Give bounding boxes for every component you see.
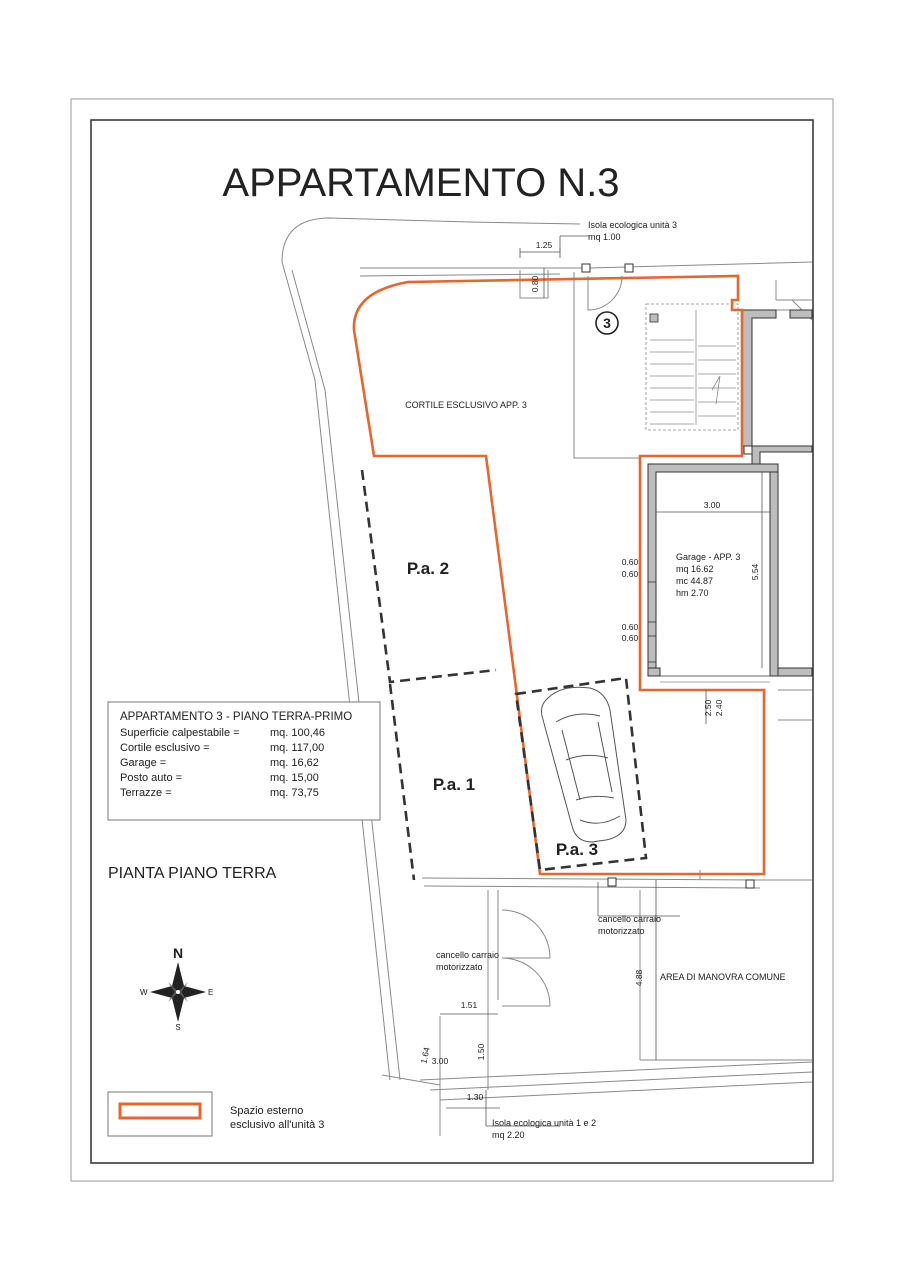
- compass-n: N: [172, 945, 184, 961]
- summary-row-label: Cortile esclusivo =: [120, 742, 210, 754]
- summary-row-value: mq. 16,62: [270, 757, 319, 769]
- summary-row-label: Superficie calpestabile =: [120, 727, 240, 739]
- pianta-label: PIANTA PIANO TERRA: [108, 865, 277, 882]
- isola12-label-2: mq 2.20: [492, 1130, 525, 1140]
- summary-row-value: mq. 15,00: [270, 772, 319, 784]
- summary-row-value: mq. 100,46: [270, 727, 326, 739]
- dim-4-88: 4.88: [634, 969, 644, 987]
- car-icon: [542, 687, 627, 842]
- staircase: [646, 304, 738, 430]
- dim-0-60-c: 0.60: [621, 622, 639, 632]
- area-manovra-label: AREA DI MANOVRA COMUNE: [660, 972, 786, 982]
- garage-label-3: mc 44.87: [676, 576, 714, 586]
- dim-1-64: 1.64: [418, 1046, 432, 1065]
- door-swing-isola: [588, 276, 622, 310]
- pillar-2: [625, 264, 633, 272]
- dim-0-60-a: 0.60: [621, 557, 639, 567]
- legend-line-1: Spazio esterno: [230, 1105, 304, 1117]
- outer-frame: [71, 99, 833, 1181]
- cancello-left-1: cancello carraio: [436, 950, 500, 960]
- dim-1-51: 1.51: [460, 1000, 478, 1010]
- garage-label-1: Garage - APP. 3: [676, 552, 741, 562]
- legend-line-2: esclusivo all'unità 3: [230, 1119, 325, 1131]
- dim-0-60-b: 0.60: [621, 569, 639, 579]
- compass-w: W: [140, 988, 148, 997]
- dim-3-00-garage: 3.00: [703, 500, 721, 510]
- parking-space-pa1: [390, 684, 414, 880]
- pa3-label: P.a. 3: [555, 840, 599, 859]
- pa1-label: P.a. 1: [432, 775, 476, 794]
- isola3-label-1: Isola ecologica unità 3: [588, 220, 678, 230]
- pillar-3: [744, 446, 752, 454]
- building-walls: [648, 310, 812, 676]
- unit-number: 3: [603, 315, 611, 331]
- dim-0-80: 0.80: [530, 275, 540, 293]
- dim-1-50: 1.50: [476, 1043, 486, 1061]
- pa2-label: P.a. 2: [406, 559, 450, 578]
- dim-2-40: 2.40: [714, 699, 724, 717]
- cortile-label: CORTILE ESCLUSIVO APP. 3: [405, 400, 527, 410]
- pillar-1: [582, 264, 590, 272]
- isola12-label-1: Isola ecologica unità 1 e 2: [492, 1118, 597, 1128]
- summary-heading: APPARTAMENTO 3 - PIANO TERRA-PRIMO: [120, 711, 353, 723]
- dim-5-54: 5.54: [750, 563, 760, 581]
- dim-2-50: 2.50: [703, 699, 713, 717]
- dim-3-00-b: 3.00: [431, 1056, 449, 1066]
- compass-e: E: [208, 988, 214, 997]
- summary-row-label: Posto auto =: [120, 772, 183, 784]
- cancello-right-2: motorizzato: [598, 926, 645, 936]
- compass-rose-icon: [150, 962, 206, 1022]
- dim-1-30: 1.30: [466, 1092, 484, 1102]
- summary-row-label: Garage =: [120, 757, 167, 769]
- pillar-4: [746, 880, 754, 888]
- compass-s: S: [175, 1023, 181, 1032]
- page-title: APPARTAMENTO N.3: [222, 161, 620, 205]
- summary-row-label: Terrazze =: [120, 787, 172, 799]
- dim-0-60-d: 0.60: [621, 633, 639, 643]
- garage-label-4: hm 2.70: [676, 588, 709, 598]
- summary-row-value: mq. 117,00: [270, 742, 325, 754]
- legend: [108, 1092, 324, 1136]
- cancello-left-2: motorizzato: [436, 962, 483, 972]
- dim-1-25: 1.25: [535, 240, 553, 250]
- isola3-label-2: mq 1.00: [588, 232, 621, 242]
- summary-row-value: mq. 73,75: [270, 787, 319, 799]
- summary-box: [108, 702, 380, 820]
- stair-post: [650, 314, 658, 322]
- pillar-5: [608, 878, 616, 886]
- garage-label-2: mq 16.62: [676, 564, 714, 574]
- site-context-lines: [282, 218, 812, 1136]
- cancello-right-1: cancello carraio: [598, 914, 662, 924]
